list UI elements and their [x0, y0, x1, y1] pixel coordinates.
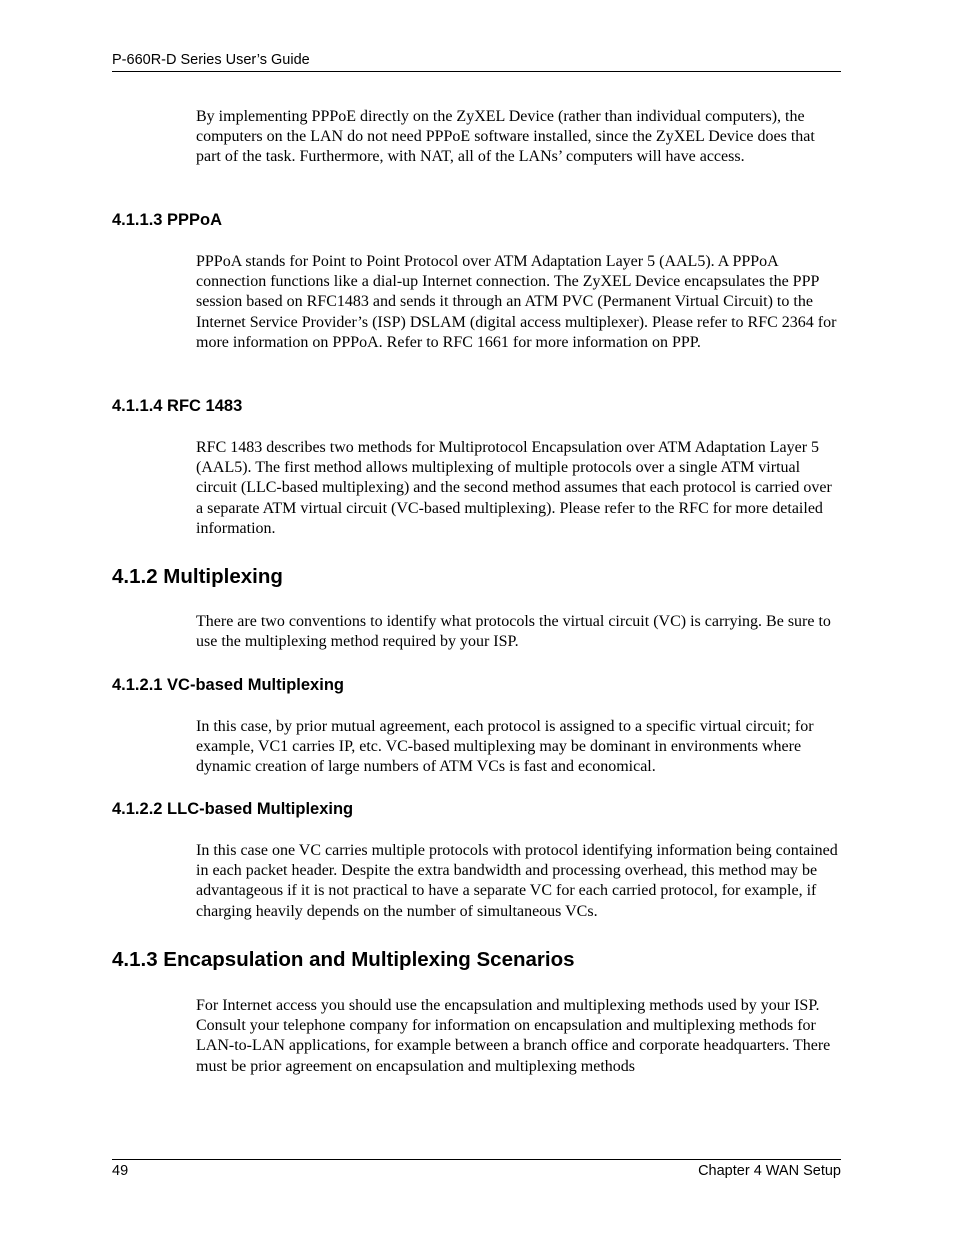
footer-chapter-title: Chapter 4 WAN Setup [698, 1163, 841, 1179]
paragraph-scenarios: For Internet access you should use the encapsulation and multiplexing methods used by your ISP. Consult your telephone company for information on encapsulation and multiplexing methods for LAN-to-LAN applications, for example between a branch office and corporate headquarters. There must be prior agreement on encapsulation and multiplexing methods [196, 997, 831, 1075]
paragraph-pppoa: PPPoA stands for Point to Point Protocol over ATM Adaptation Layer 5 (AAL5). A PPPoA connection functions like a dial-up Internet connection. The ZyXEL Device encapsulates the PPP session based on RFC1483 and sends it through an ATM PVC (Permanent Virtual Circuit) to the Internet Service Provider’s (ISP) DSLAM (digital access multiplexer). Please refer to RFC 2364 for more information on PPPoA. Refer to RFC 1661 for more information on PPP. [196, 253, 837, 351]
heading-4-1-2-2: 4.1.2.2 LLC-based Multiplexing [112, 800, 354, 818]
running-header: P-660R-D Series User’s Guide [112, 52, 310, 68]
heading-4-1-1-4: 4.1.1.4 RFC 1483 [112, 397, 243, 415]
intro-paragraph: By implementing PPPoE directly on the ZyXEL Device (rather than individual computers), the computers on the LAN do not need PPPoE software installed, since the ZyXEL Device does that part of the task. Furthermore, with NAT, all of the LANs’ computers will have access. [196, 108, 815, 166]
footer-divider [112, 1159, 841, 1160]
heading-4-1-2-1: 4.1.2.1 VC-based Multiplexing [112, 676, 344, 694]
paragraph-vc-based: In this case, by prior mutual agreement, each protocol is assigned to a specific virtual circuit; for example, VC1 carries IP, etc. VC-based multiplexing may be dominant in environments where dynamic creation of large numbers of ATM VCs is fast and economical. [196, 718, 814, 776]
header-divider [112, 71, 841, 72]
heading-4-1-3: 4.1.3 Encapsulation and Multiplexing Scenarios [112, 948, 575, 971]
paragraph-multiplexing: There are two conventions to identify what protocols the virtual circuit (VC) is carrying. Be sure to use the multiplexing method required by your ISP. [196, 613, 831, 651]
heading-4-1-1-3: 4.1.1.3 PPPoA [112, 211, 223, 229]
page-number: 49 [112, 1163, 129, 1179]
heading-4-1-2: 4.1.2 Multiplexing [112, 565, 283, 588]
paragraph-llc-based: In this case one VC carries multiple protocols with protocol identifying information being contained in each packet header. Despite the extra bandwidth and processing overhead, this method may be advantageous if it is not practical to have a separate VC for each carried protocol, for example, if charging heavily depends on the number of simultaneous VCs. [196, 842, 838, 920]
paragraph-rfc-1483: RFC 1483 describes two methods for Multiprotocol Encapsulation over ATM Adaptation Layer 5 (AAL5). The first method allows multiplexing of multiple protocols over a single ATM virtual circuit (LLC-based multiplexing) and the second method assumes that each protocol is carried over a separate ATM virtual circuit (VC-based multiplexing). Please refer to the RFC for more detailed information. [196, 439, 832, 537]
